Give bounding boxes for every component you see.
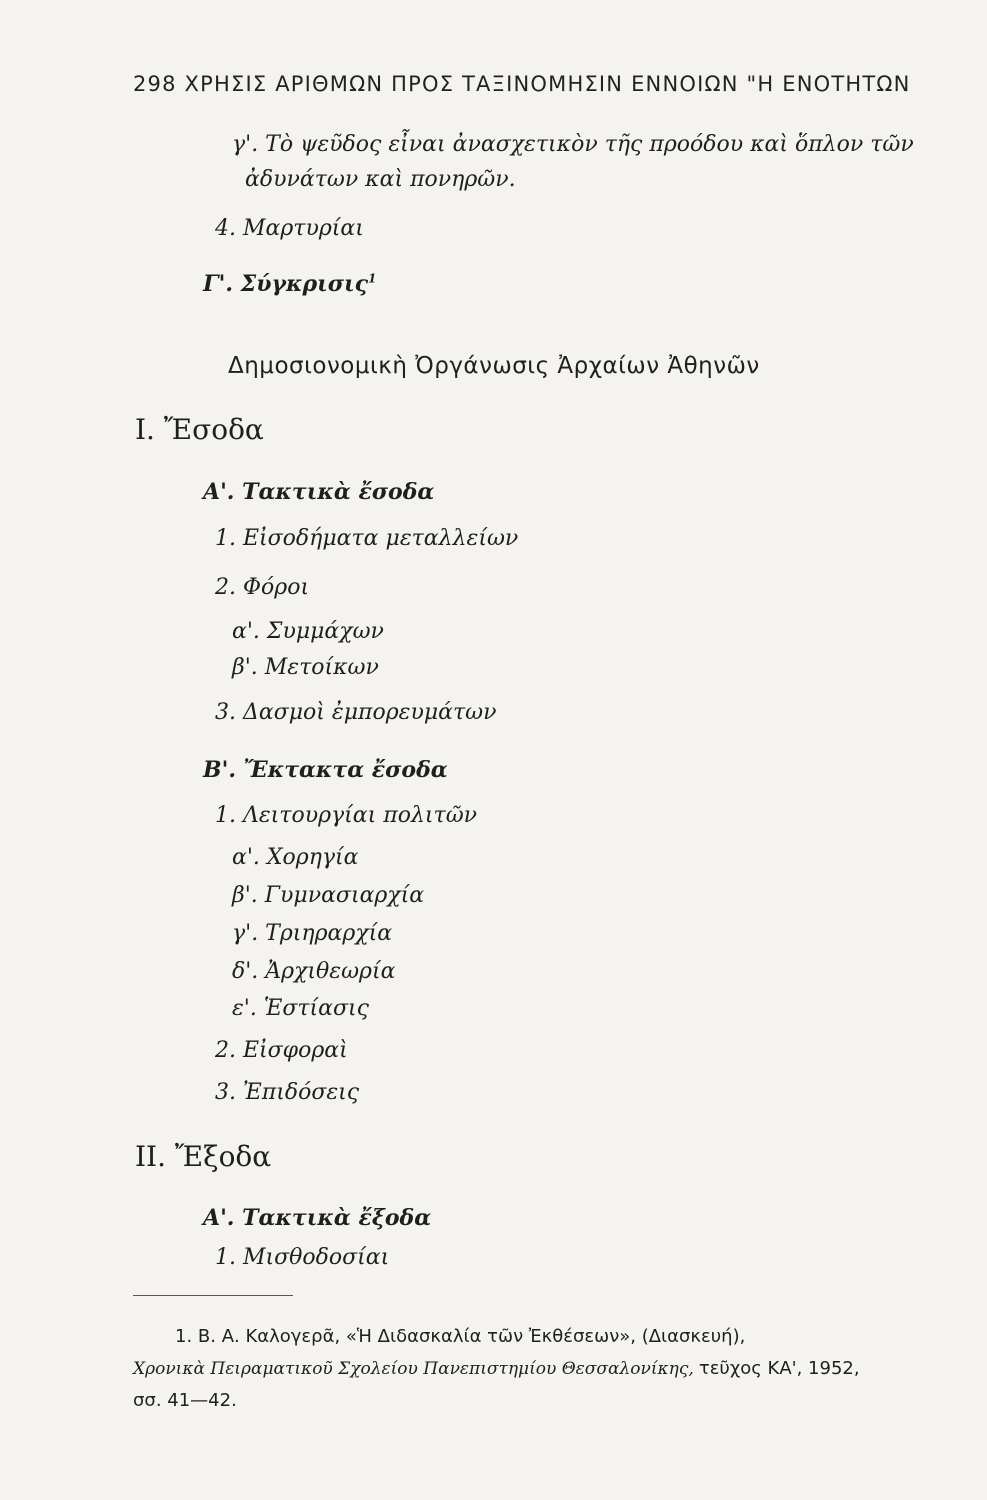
section-2-A1: 1. Μισθοδοσίαι (215, 1245, 390, 1270)
subtitle: Δημοσιονομικὴ Ὀργάνωσις Ἀρχαίων Ἀθηνῶν (228, 353, 760, 379)
section-1-A3: 3. Δασμοὶ ἐμπορευμάτων (215, 700, 497, 725)
section-1-A: Α'. Τακτικὰ ἔσοδα (203, 479, 435, 505)
section-1-B1e: ε'. Ἑστίασις (232, 996, 369, 1021)
footnote-line3: σσ. 41—42. (133, 1390, 237, 1411)
section-1-B1b: β'. Γυμνασιαρχία (232, 883, 425, 908)
section-1-A2b: β'. Μετοίκων (232, 655, 379, 680)
section-1-A1: 1. Εἰσοδήματα μεταλλείων (215, 526, 519, 551)
section-1-B1c: γ'. Τριηραρχία (232, 921, 393, 946)
footnote-journal: Χρονικὰ Πειραματικοῦ Σχολείου Πανεπιστημίου Θεσσαλονίκης, (133, 1359, 694, 1379)
section-2-A: Α'. Τακτικὰ ἔξοδα (203, 1205, 432, 1231)
section-1-A2a: α'. Συμμάχων (232, 619, 384, 644)
gamma-item-line1: γ'. Τὸ ψεῦδος εἶναι ἀνασχετικὸν τῆς προόδου καὶ ὅπλον τῶν (232, 132, 914, 157)
item-G (203, 271, 376, 297)
section-1-B1a: α'. Χορηγία (232, 845, 359, 870)
footnote-issue: τεῦχος ΚΑ', 1952, (698, 1358, 860, 1379)
section-1-B2: 2. Εἰσφοραὶ (215, 1038, 348, 1063)
section-1-B: Β'. Ἔκτακτα ἔσοδα (203, 757, 448, 783)
section-1-A2: 2. Φόροι (215, 575, 310, 600)
item-four: 4. Μαρτυρίαι (215, 216, 364, 241)
footnote-ref: 1 (368, 271, 377, 286)
footnote-line2 (133, 1358, 860, 1379)
item-G-label: Γ'. Σύγκρισις (203, 271, 369, 297)
section-1-title: Ι. Ἔσοδα (135, 413, 264, 446)
footnote-rule (133, 1295, 293, 1296)
footnote-line1: 1. Β. Α. Καλογερᾶ, «Ἡ Διδασκαλία τῶν Ἐκθέσεων», (Διασκευή), (175, 1326, 746, 1347)
running-header: 298 ΧΡΗΣΙΣ ΑΡΙΘΜΩΝ ΠΡΟΣ ΤΑΞΙΝΟΜΗΣΙΝ ΕΝΝΟΙΩΝ "Η ΕΝΟΤΗΤΩΝ (133, 72, 911, 96)
section-1-B1d: δ'. Ἀρχιθεωρία (232, 959, 396, 984)
gamma-item-line2: ἀδυνάτων καὶ πονηρῶν. (245, 167, 516, 192)
section-2-title: ΙΙ. Ἔξοδα (135, 1140, 272, 1173)
section-1-B3: 3. Ἐπιδόσεις (215, 1080, 360, 1105)
section-1-B1: 1. Λειτουργίαι πολιτῶν (215, 803, 478, 828)
